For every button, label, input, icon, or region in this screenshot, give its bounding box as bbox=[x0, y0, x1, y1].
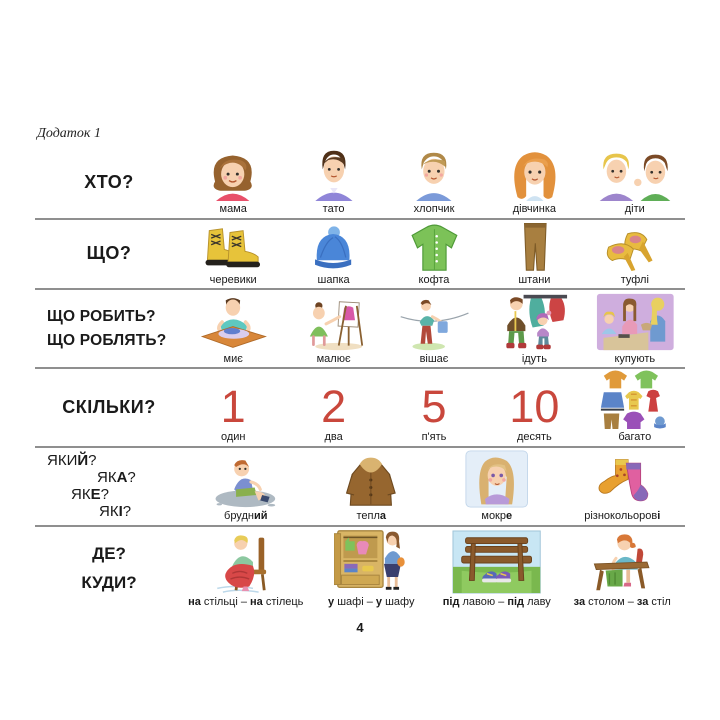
wet-girl-illustration bbox=[465, 450, 528, 508]
row-which bbox=[35, 448, 685, 525]
item-wet bbox=[434, 450, 560, 525]
numeral-1: 1 bbox=[220, 381, 246, 433]
item-cardigan bbox=[384, 222, 484, 289]
knit-hat-illustration bbox=[306, 225, 360, 272]
row-who bbox=[35, 144, 685, 218]
numeral-5: 5 bbox=[421, 381, 447, 433]
item-label: купують bbox=[614, 352, 656, 365]
question-whereto: КУДИ? bbox=[81, 572, 137, 592]
hanging-laundry-illustration bbox=[398, 295, 470, 351]
bench-illustration bbox=[452, 530, 541, 594]
trousers-illustration bbox=[512, 220, 557, 272]
heels-illustration bbox=[599, 228, 670, 272]
question-which-neuter: ЯКЕ? bbox=[71, 486, 109, 504]
item-on-chair bbox=[183, 532, 309, 611]
item-label: багато bbox=[618, 431, 652, 444]
item-heels bbox=[585, 228, 685, 289]
question-does-plural: ЩО РОБЛЯТЬ? bbox=[47, 331, 167, 349]
item-ten bbox=[484, 381, 584, 446]
item-girl bbox=[484, 147, 584, 218]
many-clothes-illustration bbox=[598, 369, 672, 429]
row-where bbox=[35, 527, 685, 611]
item-label: за столом – за стіл bbox=[573, 596, 671, 609]
item-two bbox=[283, 381, 383, 446]
item-label: у шафі – у шафу bbox=[328, 596, 415, 609]
item-buy bbox=[585, 293, 685, 368]
item-boots bbox=[183, 225, 283, 289]
item-one bbox=[183, 381, 283, 446]
item-dirty bbox=[183, 454, 309, 525]
painting-illustration bbox=[299, 295, 368, 351]
item-label: два bbox=[324, 431, 343, 444]
question-where: ДЕ? bbox=[92, 544, 126, 564]
cardigan-illustration bbox=[405, 222, 464, 272]
tato-illustration bbox=[306, 147, 362, 201]
item-label: вішає bbox=[419, 352, 449, 365]
item-tato bbox=[283, 147, 383, 218]
item-label: тато bbox=[322, 203, 345, 215]
item-label: малює bbox=[316, 352, 351, 365]
item-children bbox=[585, 149, 685, 218]
girl-illustration bbox=[504, 147, 566, 201]
item-label: один bbox=[220, 431, 246, 444]
row-what bbox=[35, 220, 685, 289]
item-label: ідуть bbox=[521, 352, 547, 365]
question-which-plural: ЯКІ? bbox=[99, 503, 132, 521]
page-number: 4 bbox=[356, 619, 364, 635]
item-five bbox=[384, 381, 484, 446]
item-washes bbox=[183, 295, 283, 368]
mama-illustration bbox=[203, 149, 262, 201]
item-at-desk bbox=[560, 532, 686, 611]
item-label: діти bbox=[624, 203, 645, 215]
row-howmany bbox=[35, 369, 685, 446]
question-who: ХТО? bbox=[84, 171, 134, 192]
item-label: черевики bbox=[209, 273, 257, 286]
question-which-feminine: ЯКА? bbox=[97, 469, 136, 487]
item-label: хлопчик bbox=[413, 203, 455, 215]
shopping-illustration bbox=[596, 293, 675, 351]
item-label: туфлі bbox=[620, 273, 649, 286]
question-does-singular: ЩО РОБИТЬ? bbox=[47, 307, 156, 325]
item-label: мокре bbox=[481, 510, 513, 523]
woman-on-chair-illustration bbox=[206, 532, 285, 594]
item-label: брудний bbox=[224, 510, 268, 523]
item-hangs bbox=[384, 295, 484, 368]
children-illustration bbox=[596, 149, 674, 201]
item-under-bench bbox=[434, 530, 560, 611]
boots-illustration bbox=[198, 225, 268, 272]
item-label: десять bbox=[517, 431, 552, 444]
washing-illustration bbox=[195, 295, 271, 351]
item-trousers bbox=[484, 220, 584, 289]
item-mama bbox=[183, 149, 283, 218]
item-label: тепла bbox=[356, 510, 387, 523]
appendix-label: Додаток 1 bbox=[37, 126, 101, 141]
item-colorful bbox=[560, 456, 686, 525]
item-boy bbox=[384, 149, 484, 218]
colorful-socks-illustration bbox=[594, 456, 651, 508]
boy-illustration bbox=[406, 149, 462, 201]
warm-coat-illustration bbox=[341, 452, 401, 508]
item-many bbox=[585, 369, 685, 446]
walking-illustration bbox=[500, 293, 569, 351]
item-label: п'ять bbox=[421, 431, 447, 444]
item-label: кофта bbox=[418, 273, 450, 286]
item-label: миє bbox=[223, 352, 243, 365]
item-warm bbox=[309, 452, 435, 525]
item-in-wardrobe bbox=[309, 528, 435, 611]
item-label: дівчинка bbox=[512, 203, 557, 215]
item-hat bbox=[283, 225, 383, 289]
item-label: штани bbox=[518, 273, 551, 286]
question-which-group bbox=[35, 452, 183, 520]
item-label: шапка bbox=[317, 273, 350, 286]
page-content bbox=[35, 126, 685, 635]
item-paints bbox=[283, 295, 383, 368]
wardrobe-illustration bbox=[334, 528, 408, 594]
question-what: ЩО? bbox=[86, 243, 132, 264]
question-howmany: СКІЛЬКИ? bbox=[62, 397, 156, 418]
item-walk bbox=[484, 293, 584, 368]
numeral-10: 10 bbox=[509, 381, 560, 433]
row-does bbox=[35, 290, 685, 367]
item-label: різнокольорові bbox=[584, 510, 661, 523]
dirty-boy-illustration bbox=[210, 454, 281, 508]
girl-at-desk-illustration bbox=[585, 532, 660, 594]
question-which-masculine: ЯКИЙ? bbox=[47, 452, 97, 470]
item-label: мама bbox=[219, 203, 247, 215]
item-label: під лавою – під лаву bbox=[442, 596, 551, 609]
item-label: на стільці – на стілець bbox=[188, 596, 304, 609]
numeral-2: 2 bbox=[321, 381, 347, 433]
